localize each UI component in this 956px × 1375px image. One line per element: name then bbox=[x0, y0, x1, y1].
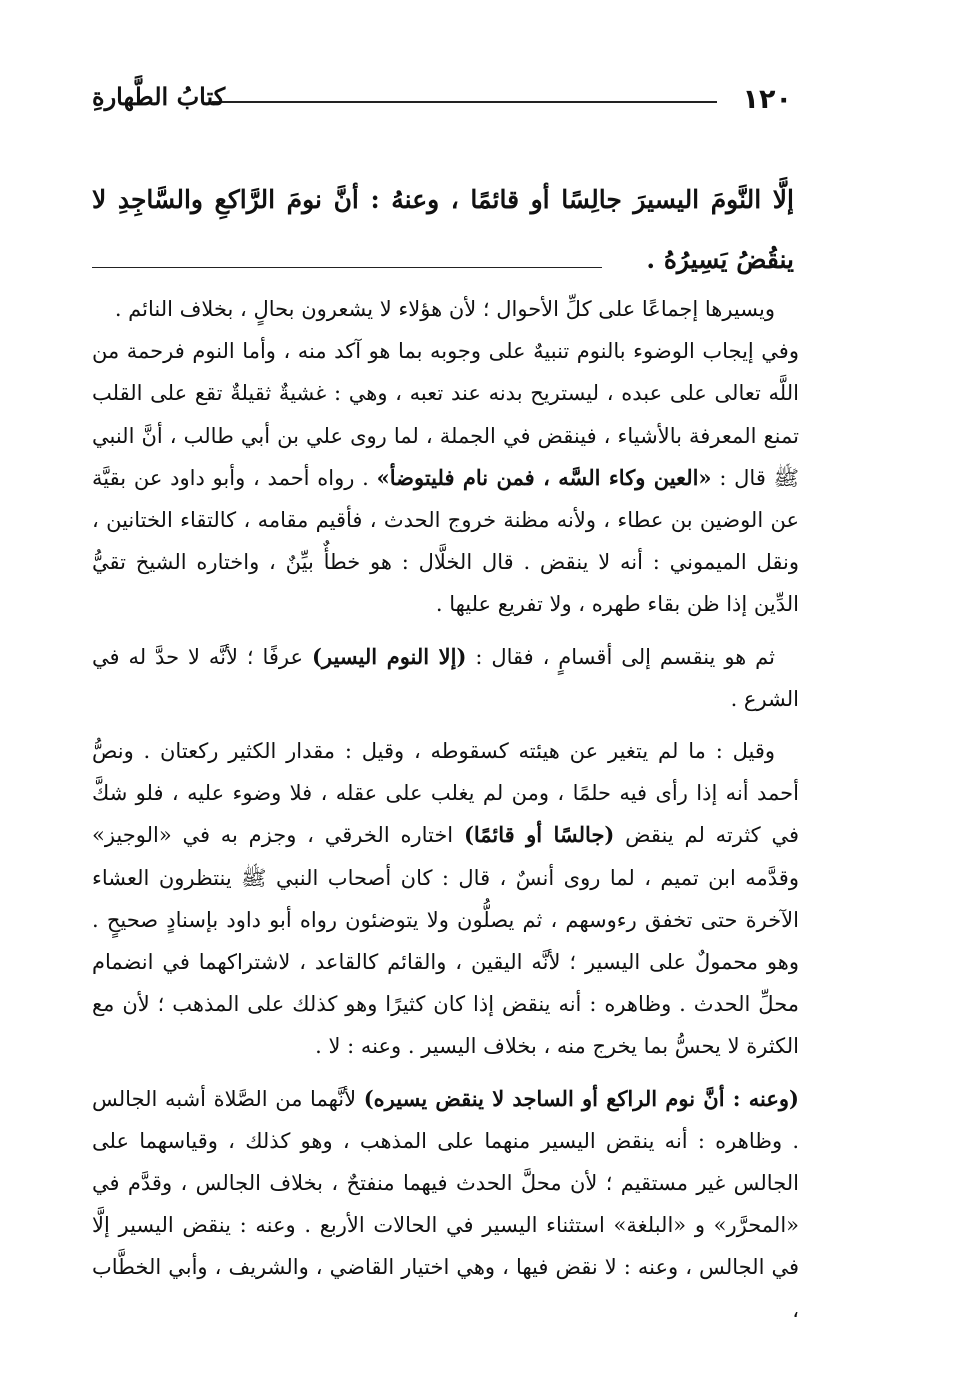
commentary-body bbox=[92, 288, 799, 1331]
matn-separator-rule bbox=[92, 267, 602, 268]
paragraph-text: وفي إيجاب الوضوء بالنوم تنبيهٌ على وجوبه بما هو آكد منه ، وأما النوم فرحمة من اللَّه تعالى على عبده ، ليستريح بدنه عند تعبه ، وهي : غشيةٌ ثقيلةٌ تقع على القلب تمنع المعرفة بالأشياء ، فينقض في الجملة ، لما روى علي بن أبي طالب ، أنَّ النبي ﷺ قال : bbox=[92, 339, 800, 490]
paragraph-text: عرفًا ؛ لأنَّه لا حدَّ له في الشرع . bbox=[92, 644, 799, 711]
paragraph-text: وقيل : ما لم يتغير عن هيئته كسقوطه ، وقيل : مقدار الكثير ركعتان . ونصُّ أحمد أنه إذا رأى فيه حلمًا ، ومن لم يغلب على عقله ، فلا وضوء عليه ، فلو شكَّ في كثرته لم ينقض bbox=[92, 739, 799, 848]
header-rule bbox=[212, 101, 717, 103]
paragraph-3 bbox=[92, 636, 799, 720]
paragraph-text: ثم هو ينقسم إلى أقسامٍ ، فقال : bbox=[466, 644, 775, 669]
matn-quote: (وعنه : أنَّ نوم الراكع أو الساجد لا ينقض يسيره) bbox=[363, 1085, 799, 1111]
hadith-quote: «العين وكاء السَّه ، فمن نام فليتوضأ» bbox=[376, 464, 712, 490]
paragraph-1 bbox=[92, 288, 799, 330]
book-title: كتابُ الطَّهارةِ bbox=[92, 82, 226, 111]
matn-quote: (إلا النوم اليسير) bbox=[311, 643, 467, 669]
paragraph-4 bbox=[92, 730, 799, 1068]
running-header bbox=[92, 82, 792, 122]
paragraph-text: اختاره الخرقي ، وجزم به في «الوجيز» وقدَّمه ابن تميم ، لما روى أنسٌ ، قال : كان أصحاب النبي ﷺ ينتظرون العشاء الآخرة حتى تخفق رءوسهم ، ثم يصلُّون ولا يتوضئون رواه أبو داود بإسنادٍ صحيحٍ . وهو محمولٌ على اليسير ؛ لأنَّه اليقين ، والقائم كالقاعد ، لاشتراكهما في انضمام محلِّ الحدث . وظاهره : أنه ينقض إذا كان كثيرًا وهو كذلك على المذهب ؛ لأن مع الكثرة لا يحسُّ بما يخرج منه ، بخلاف اليسير . وعنه : لا . bbox=[92, 823, 799, 1059]
matn-text: إلَّا النَّومَ اليسيرَ جالِسًا أو قائمًا ، وعنهُ : أنَّ نومَ الرَّاكعِ والسَّاجِدِ لا ينقُضُ يَسِيرُهُ . bbox=[92, 185, 794, 274]
page-number: ١٢٠ bbox=[742, 84, 792, 115]
paragraph-5 bbox=[92, 1078, 799, 1331]
paragraph-text: . رواه أحمد ، وأبو داود عن بقيَّة عن الوضين بن عطاء ، ولأنه مظنة خروج الحدث ، فأقيم مقامه ، كالتقاء الختانين ، ونقل الميموني : أنه لا ينقض . قال الخلَّال : هو خطأٌ بيِّنٌ ، واختاره الشيخ تقيُّ الدِّين إذا ظن بقاء طهره ، ولا تفريع عليها . bbox=[92, 465, 799, 617]
paragraph-text: ويسيرها إجماعًا على كلِّ الأحوال ؛ لأن هؤلاء لا يشعرون بحالٍ ، بخلاف النائم . bbox=[114, 297, 775, 321]
paragraph-2 bbox=[92, 330, 799, 625]
matn-quote: (جالسًا أو قائمًا) bbox=[463, 822, 615, 848]
paragraph-text: لأنَّهما من الصَّلاة أشبه الجالس . وظاهره : أنه ينقض اليسير منهما على المذهب ، وهو كذلك ، وقياسهما على الجالس غير مستقيم ؛ لأن محلَّ الحدث فيهما منفتحٌ ، بخلاف الجالس ، وقدَّم في «المحرَّر» و «البلغة» استثناء اليسير في الحالات الأربع . وعنه : ينقض اليسير إلَّا في الجالس ، وعنه : لا نقض فيها ، وهي اختيار القاضي ، والشريف ، وأبي الخطَّاب ، bbox=[92, 1086, 799, 1322]
